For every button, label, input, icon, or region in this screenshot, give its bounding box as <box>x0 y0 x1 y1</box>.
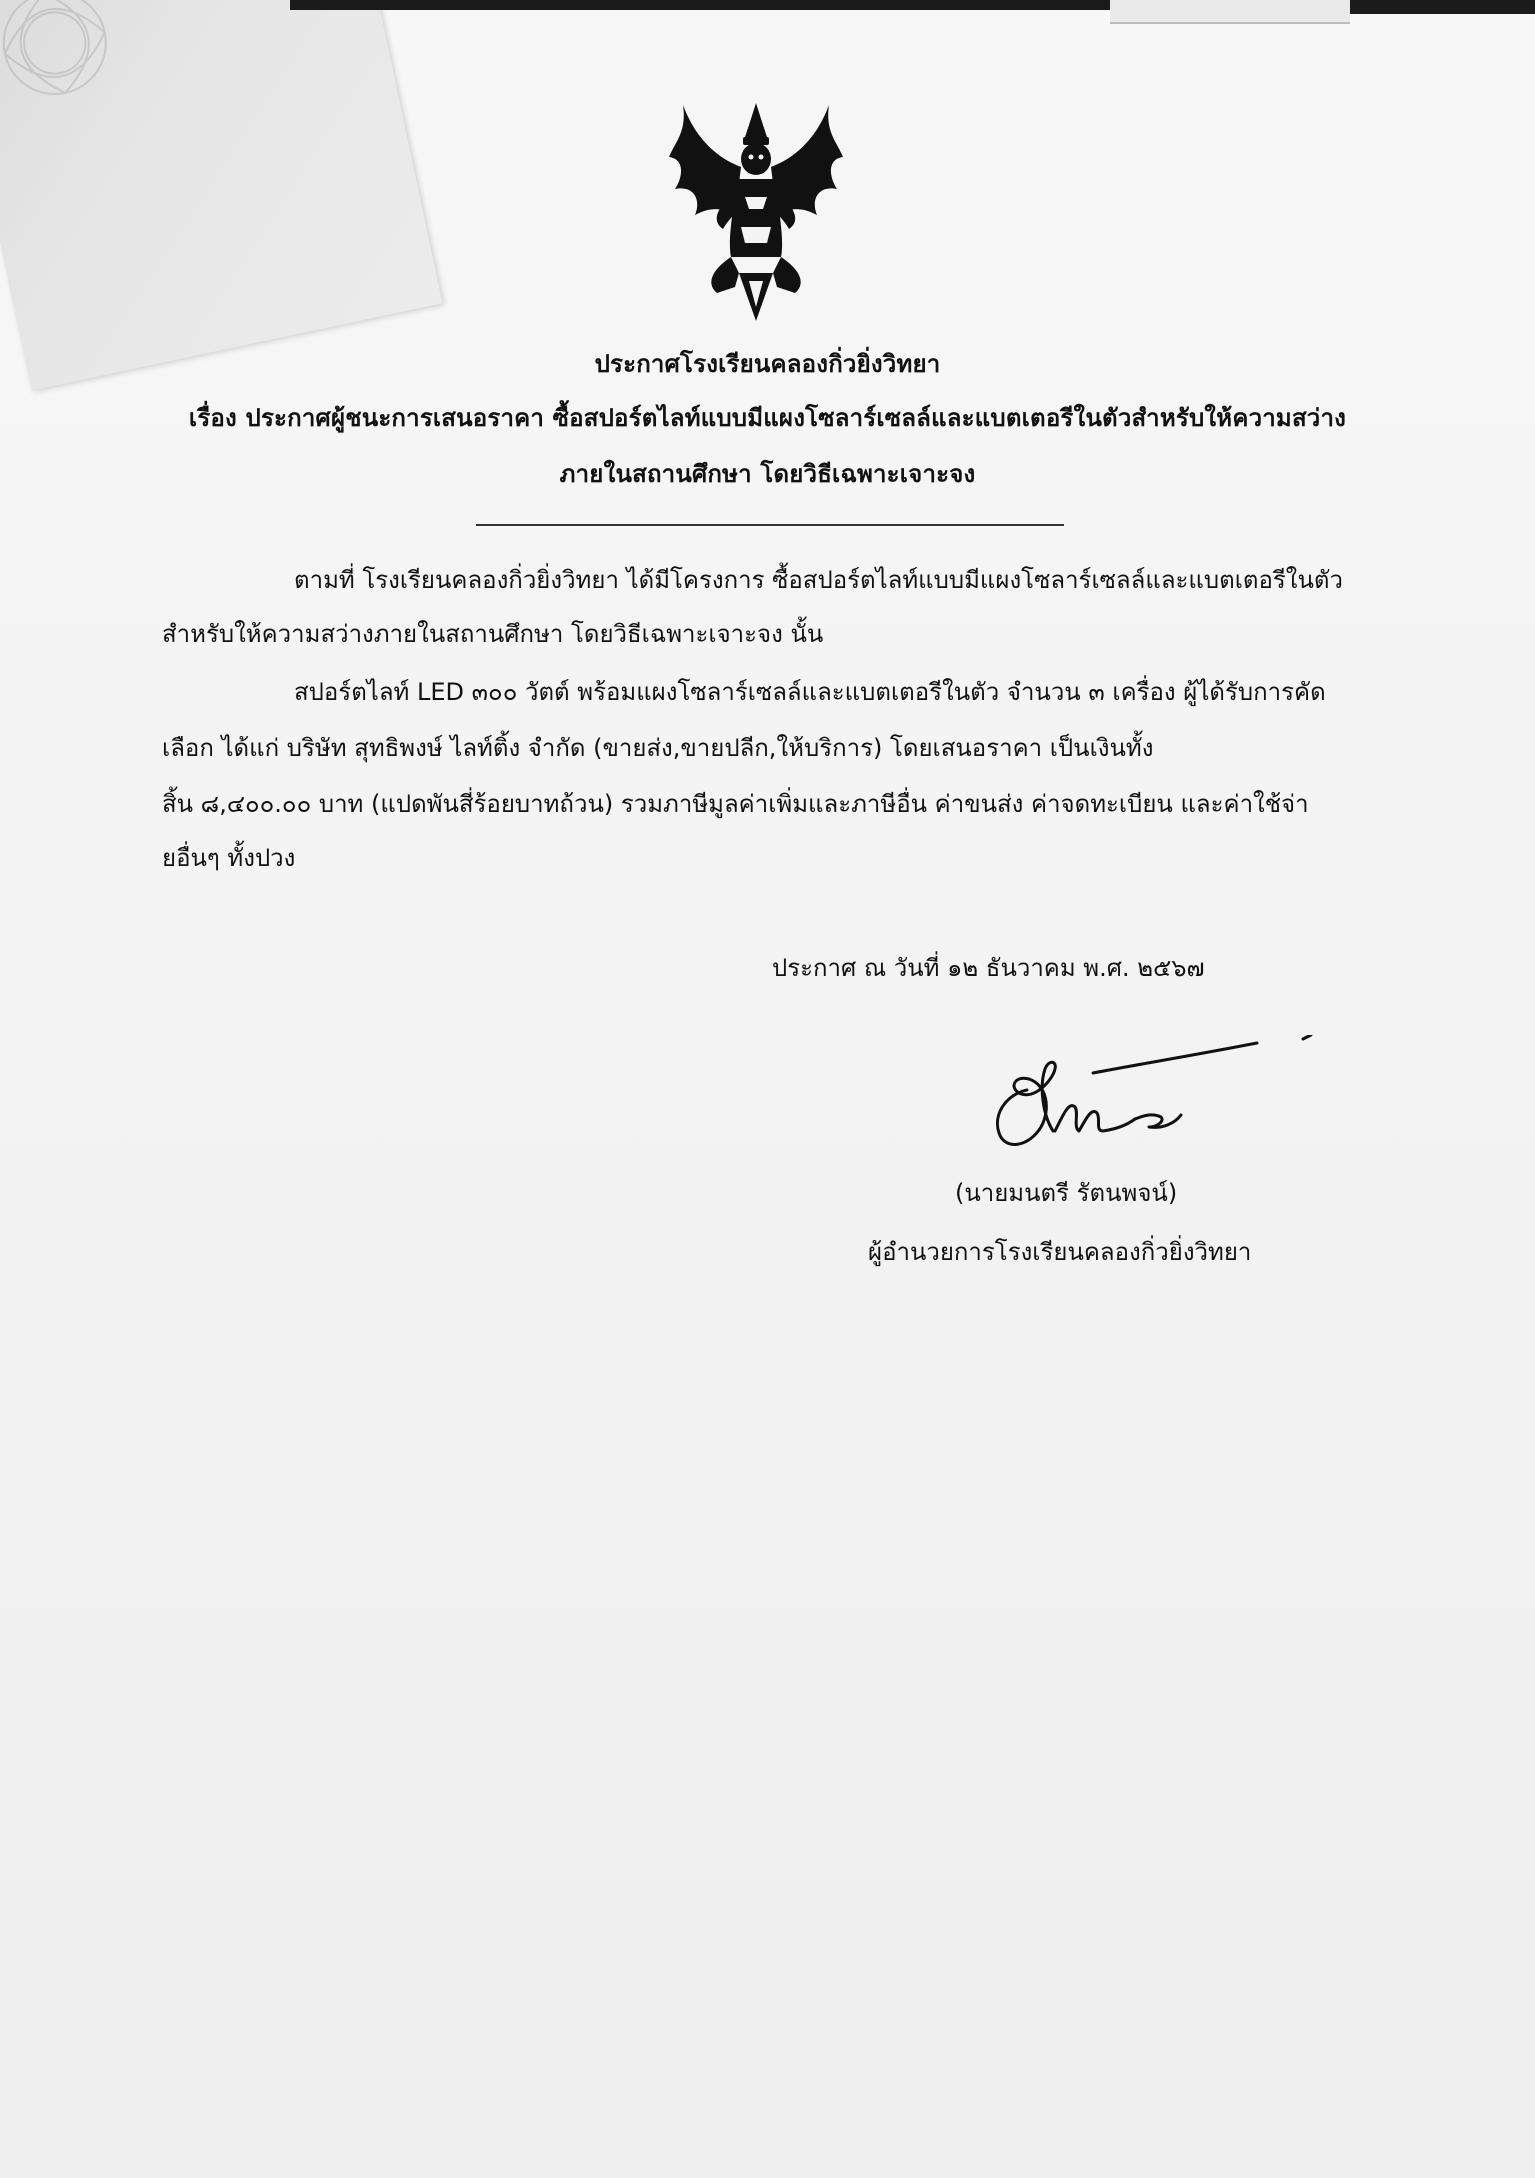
decorative-pattern-icon <box>0 0 156 144</box>
title-divider <box>476 524 1064 526</box>
paragraph-2-line-3: สิ้น ๘,๔๐๐.๐๐ บาท (แปดพันสี่ร้อยบาทถ้วน) รวมภาษีมูลค่าเพิ่มและภาษีอื่น ค่าขนส่ง ค่าจดทะเบียน และค่าใช้จ่า <box>162 790 1309 818</box>
garuda-emblem-icon <box>665 97 847 322</box>
scan-edge-tab <box>1110 0 1350 24</box>
paragraph-1-line-1: ตามที่ โรงเรียนคลองกิ่วยิ่งวิทยา ได้มีโครงการ ซื้อสปอร์ตไลท์แบบมีแผงโซลาร์เซลล์และแบตเตอรีในตัว <box>294 566 1343 594</box>
paragraph-2-line-1: สปอร์ตไลท์ LED ๓๐๐ วัตต์ พร้อมแผงโซลาร์เซลล์และแบตเตอรีในตัว จำนวน ๓ เครื่อง ผู้ได้รับการคัด <box>294 678 1326 706</box>
handwritten-signature-icon <box>985 1035 1315 1160</box>
announcement-title: ประกาศโรงเรียนคลองกิ่วยิ่งวิทยา <box>594 350 941 378</box>
scan-edge-top <box>290 0 1110 10</box>
paragraph-1-line-2: สำหรับให้ความสว่างภายในสถานศึกษา โดยวิธีเฉพาะเจาะจง นั้น <box>162 620 824 648</box>
paragraph-2-line-4: ยอื่นๆ ทั้งปวง <box>162 844 296 872</box>
announcement-subject-cont: ภายในสถานศึกษา โดยวิธีเฉพาะเจาะจง <box>559 460 976 488</box>
signer-name: (นายมนตรี รัตนพจน์) <box>955 1179 1178 1207</box>
paragraph-2-line-2: เลือก ได้แก่ บริษัท สุทธิพงษ์ ไลท์ติ้ง จำกัด (ขายส่ง,ขายปลีก,ให้บริการ) โดยเสนอราคา เป็นเงินทั้ง <box>162 734 1154 762</box>
underlying-paper-corner <box>0 0 442 390</box>
scan-edge-bar <box>1350 0 1535 14</box>
signer-position: ผู้อำนวยการโรงเรียนคลองกิ่วยิ่งวิทยา <box>868 1238 1252 1266</box>
announcement-date: ประกาศ ณ วันที่ ๑๒ ธันวาคม พ.ศ. ๒๕๖๗ <box>772 954 1205 982</box>
announcement-subject: เรื่อง ประกาศผู้ชนะการเสนอราคา ซื้อสปอร์ตไลท์แบบมีแผงโซลาร์เซลล์และแบตเตอรีในตัวสำหรับให้ความสว่าง <box>188 404 1347 432</box>
